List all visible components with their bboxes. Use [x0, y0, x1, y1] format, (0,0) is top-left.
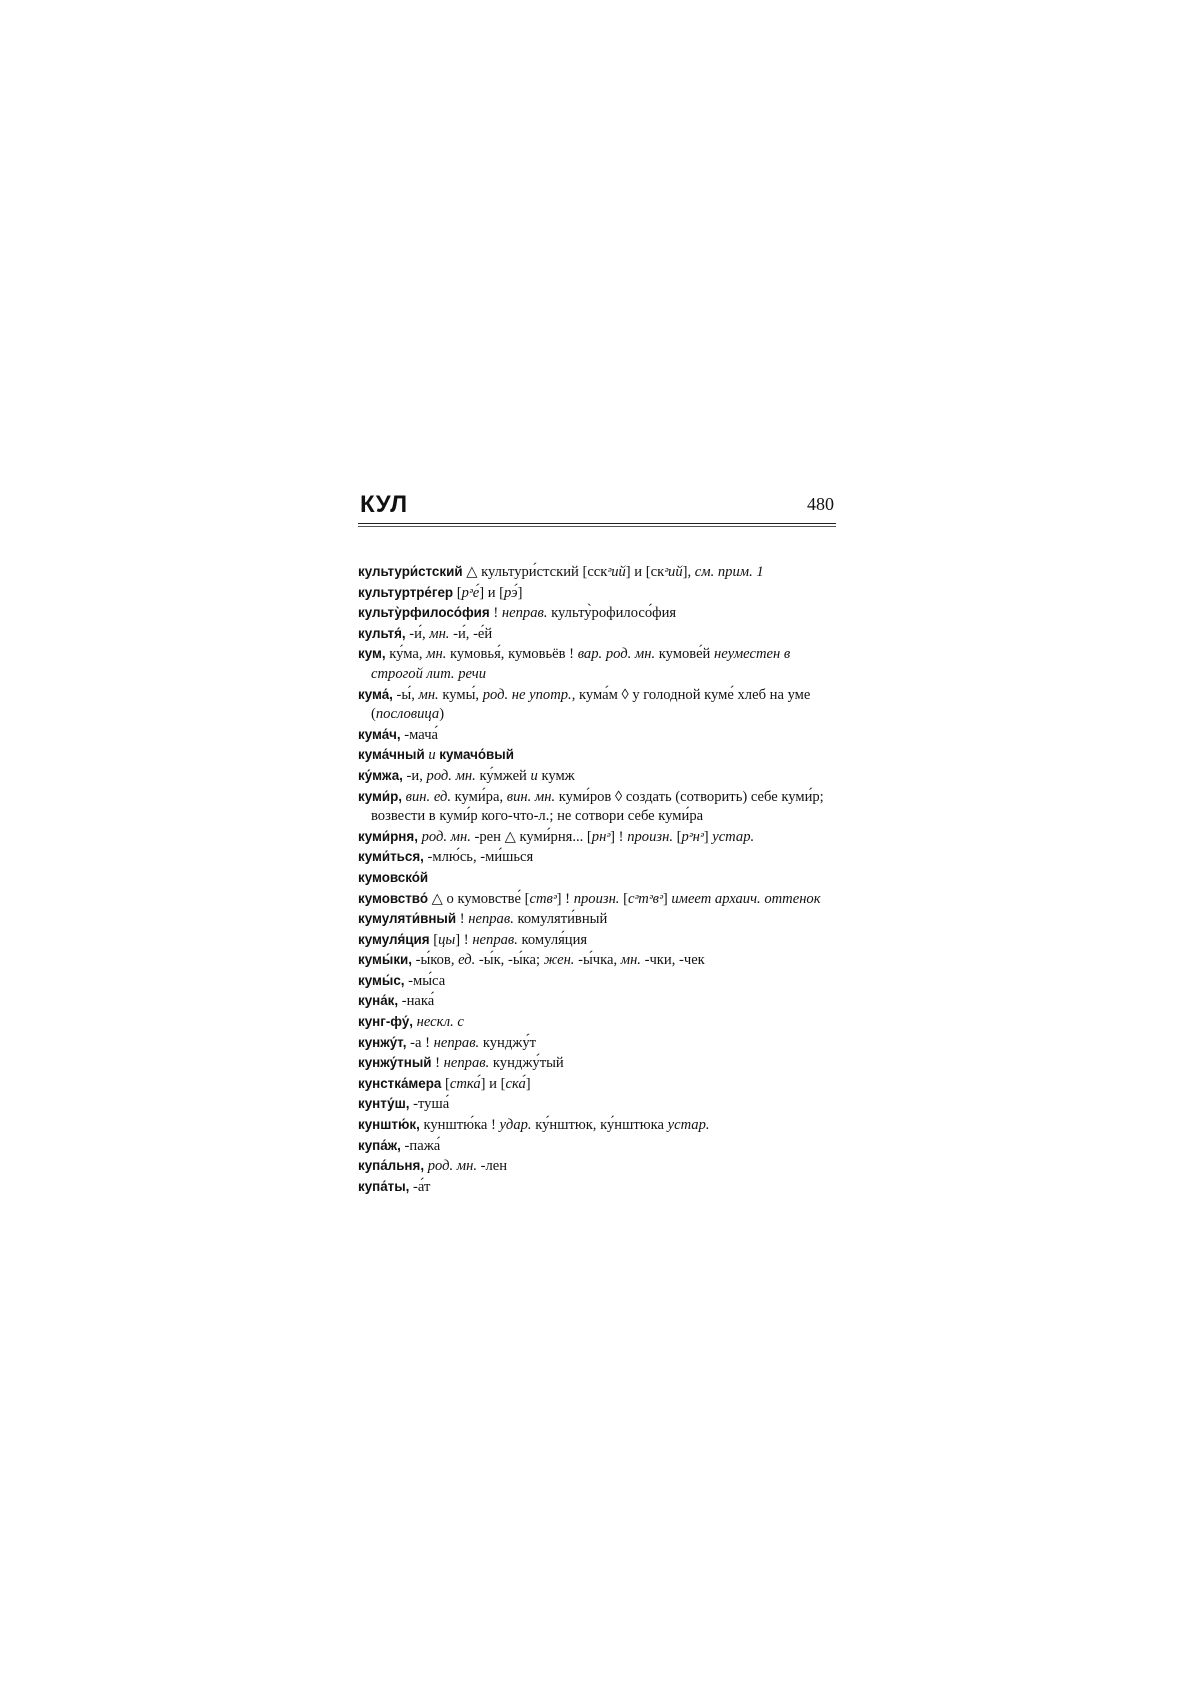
entry-label: нескл. с [416, 1014, 464, 1031]
entry-text: -млю́сь, -ми́шься [423, 849, 534, 866]
entry-label: вин. ед. [405, 788, 451, 805]
entry-label: ᵊий [607, 564, 626, 580]
dictionary-entry [358, 1033, 836, 1054]
dictionary-entry [358, 644, 836, 684]
entry-label: устар. [667, 1117, 710, 1134]
entry-text: ] и [ [480, 1075, 506, 1092]
entry-label: ᵊий [664, 564, 683, 580]
entry-text: △ о кумовстве́ [ [428, 890, 530, 907]
entry-headword: куна́к, [358, 993, 399, 1009]
entry-text: -рен △ куми́рня... [ [470, 828, 592, 845]
dictionary-entry [358, 725, 836, 746]
entry-text: -мача́ [400, 726, 439, 743]
entry-headword: кума́ч, [358, 726, 401, 742]
entry-label: произн. [627, 828, 673, 845]
dictionary-entry [358, 1156, 836, 1177]
entry-label: род. мн. [421, 828, 471, 845]
entry-label: род. не употр., [482, 686, 576, 703]
entry-headword: культу̀рфилосо́фия [358, 605, 490, 621]
entry-headword: куми́рня, [358, 828, 418, 844]
entry-label: мн. [429, 625, 450, 642]
dictionary-entry [358, 889, 836, 910]
entry-label: рэ́ [504, 584, 518, 601]
entry-text: кумове́й [655, 646, 715, 663]
dictionary-entry [358, 909, 836, 930]
entry-text: -пажа́ [400, 1137, 441, 1154]
entry-text: ку́нштюк, ку́нштюка [531, 1117, 668, 1134]
dictionary-entry [358, 1074, 836, 1095]
entry-label: жен. [543, 952, 575, 969]
dictionary-entry [358, 1094, 836, 1115]
entry-headword: куми́р, [358, 788, 403, 804]
entry-headword: купа́ж, [358, 1137, 401, 1153]
entry-label: неправ. [472, 931, 518, 948]
entry-text: -мы́са [404, 972, 446, 989]
entry-text: ] [662, 890, 672, 907]
entry-label: неправ. [468, 911, 514, 928]
dictionary-entry [358, 583, 836, 604]
entry-text: ку́ма, [385, 646, 427, 663]
dictionary-entry [358, 950, 836, 971]
entry-label: и [530, 767, 538, 784]
entry-label: неуместен в строгой лит. речи [371, 646, 791, 682]
guide-word: КУЛ [360, 491, 408, 518]
dictionary-entry [358, 1012, 836, 1033]
dictionary-entry [358, 868, 836, 889]
entry-headword: кунту́ш, [358, 1096, 410, 1112]
dictionary-entry [358, 603, 836, 624]
entry-headword: кунг-фу́, [358, 1014, 413, 1030]
entry-text: куми́ров ◊ создать (сотворить) себе куми́р; возвести в куми́р кого-что-л.; не сотвори себе куми́ра [371, 788, 824, 825]
page-number: 480 [807, 494, 834, 514]
entry-headword: кумовство́ [358, 890, 429, 906]
entry-label: устар. [712, 828, 755, 845]
dictionary-entry [358, 971, 836, 992]
entry-text: комуляти́вный [513, 911, 608, 928]
entry-label: ска́ [505, 1075, 526, 1092]
entry-text: кунджу́т [479, 1034, 537, 1051]
entry-headword: кумуляти́вный [358, 911, 457, 927]
dictionary-entry [358, 624, 836, 645]
entry-text: кунджу́тый [489, 1055, 564, 1072]
entry-label: рᵊе́ [461, 584, 480, 601]
entry-label: стка́ [449, 1075, 481, 1092]
entry-label: ствᵊ [529, 890, 557, 907]
entry-label: вар. род. мн. [577, 646, 656, 663]
entry-headword: культуртре́гер [358, 584, 454, 600]
entry-text: ! [431, 1055, 444, 1072]
entry-label: неправ. [443, 1055, 490, 1072]
entry-headword: кунжу́т, [358, 1034, 407, 1050]
entry-list [358, 562, 836, 1197]
entry-text: ! [489, 605, 502, 622]
entry-label: сᵊтᵊвᵊ [627, 890, 663, 907]
dictionary-entry [358, 1115, 836, 1136]
entry-label: ед. [458, 952, 476, 969]
entry-headword: кумуля́ция [358, 931, 430, 947]
entry-label: мн. [620, 952, 641, 969]
dictionary-entry [358, 991, 836, 1012]
entry-headword: кумы́с, [358, 972, 405, 988]
entry-text: кунштю́ка ! [419, 1117, 500, 1134]
entry-headword: ку́мжа, [358, 767, 403, 783]
entry-text: △ культури́стский [сск [462, 564, 608, 580]
entry-text: ] и [ [479, 584, 505, 601]
entry-text: ] [703, 828, 713, 845]
page-header [358, 491, 836, 524]
entry-text: кумы́, [438, 686, 483, 703]
entry-headword: купа́ты, [358, 1178, 410, 1194]
entry-text: -и, [402, 767, 427, 784]
entry-text: куми́ра, [451, 788, 507, 805]
entry-text: кумж [537, 767, 575, 784]
entry-label: вин. мн. [506, 788, 556, 805]
entry-text: -нака́ [398, 993, 435, 1010]
entry-headword: кума́, [358, 686, 393, 702]
entry-text: -и́, -е́й [449, 625, 493, 642]
entry-text: -туша́ [409, 1096, 450, 1113]
dictionary-entry [358, 787, 836, 827]
entry-headword: кунстка́мера [358, 1075, 442, 1091]
entry-label: пословица [375, 706, 440, 723]
dictionary-entry [358, 745, 836, 766]
entry-text: -лен [477, 1158, 508, 1175]
entry-text: ку́мжей [475, 767, 531, 784]
entry-text: -чки, -чек [640, 952, 705, 969]
entry-headword: купа́льня, [358, 1158, 425, 1174]
entry-headword: культя́, [358, 625, 406, 641]
entry-label: удар. [499, 1117, 532, 1134]
entry-text: ! [456, 911, 469, 928]
entry-text: ] ! [455, 931, 473, 948]
entry-label: имеет архаич. оттенок [671, 890, 821, 907]
entry-text: ) [439, 706, 445, 723]
dictionary-entry [358, 562, 836, 583]
dictionary-entry [358, 1136, 836, 1157]
dictionary-entry [358, 1053, 836, 1074]
entry-label: мн. [418, 686, 439, 703]
dictionary-entry [358, 847, 836, 868]
entry-text: ] [525, 1075, 531, 1092]
entry-headword: кунштю́к, [358, 1117, 420, 1133]
entry-text: -а ! [406, 1034, 434, 1051]
entry-text: -ы́к, -ы́ка; [475, 952, 544, 969]
entry-headword: кунжу́тный [358, 1055, 432, 1071]
entry-text: -и́, [405, 625, 430, 642]
entry-label: произн. [573, 890, 620, 907]
entry-text: [ [619, 890, 628, 907]
entry-label: неправ. [501, 605, 548, 622]
entry-headword: кум, [358, 646, 386, 662]
entry-text: ] ! [610, 828, 628, 845]
entry-label: рнᵊ [591, 828, 611, 845]
entry-text: -ы́чка, [574, 952, 621, 969]
entry-text: -ы́ков, [411, 952, 459, 969]
dictionary-entry [358, 685, 836, 725]
entry-text: ] [517, 584, 523, 601]
entry-text: [ [441, 1075, 450, 1092]
entry-label: род. мн. [427, 1158, 477, 1175]
dictionary-entry [358, 827, 836, 848]
entry-text: ] и [ск [625, 564, 665, 580]
entry-headword: кумы́ки, [358, 952, 412, 968]
entry-label: неправ. [433, 1034, 480, 1051]
entry-text: [ [453, 584, 462, 601]
dictionary-entry [358, 1177, 836, 1198]
entry-headword: кумовско́й [358, 869, 429, 885]
entry-headword: кума́чный [358, 747, 425, 763]
entry-text: кумовья́, кумовьёв ! [446, 646, 578, 663]
entry-text: -ы́, [392, 686, 419, 703]
entry-label: и [424, 747, 440, 764]
dictionary-page [358, 491, 836, 1197]
entry-text: культу̀рофилосо́фия [547, 605, 677, 622]
entry-text: ], [682, 564, 695, 580]
entry-text: [ [429, 931, 439, 948]
entry-text: [ [672, 828, 682, 845]
entry-label: см. прим. 1 [694, 564, 764, 580]
entry-text: комуля́ция [517, 931, 588, 948]
entry-label: цы [438, 931, 456, 948]
entry-label: род. мн. [426, 767, 476, 784]
entry-headword: куми́ться, [358, 849, 424, 865]
entry-variant-headword: кумачо́вый [439, 747, 514, 763]
entry-text: ] ! [556, 890, 574, 907]
entry-label: рᵊнᵊ [681, 828, 704, 845]
entry-text: -а́т [409, 1178, 431, 1195]
dictionary-entry [358, 766, 836, 787]
entry-text: кума́м ◊ у голодной куме́ хлеб на уме ( [371, 686, 811, 723]
entry-headword: культури́стский [358, 564, 463, 579]
entry-label: мн. [426, 646, 447, 663]
dictionary-entry [358, 930, 836, 951]
